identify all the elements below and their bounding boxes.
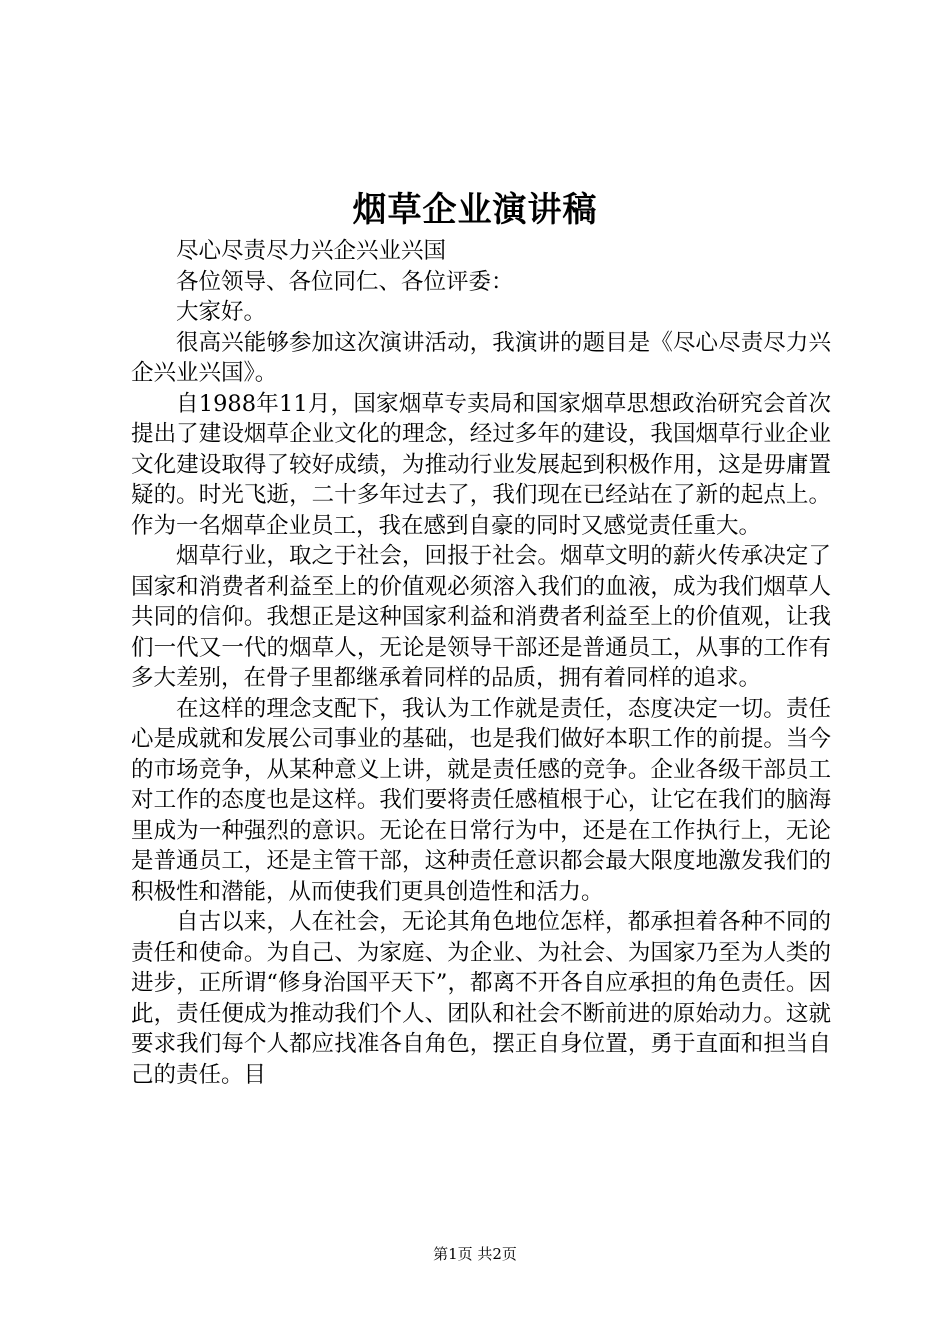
- page-number-footer: 第1页 共2页: [433, 1245, 517, 1263]
- greeting: 大家好。: [176, 299, 267, 325]
- body-paragraph: 在这样的理念支配下，我认为工作就是责任，态度决定一切。责任心是成就和发展公司事业的基础，也是我们做好本职工作的前提。当今的市场竞争，从某种意义上讲，就是责任感的竞争。企业各级干部员工对工作的态度也是这样。我们要将责任感植根于心，让它在我们的脑海里成为一种强烈的意识。无论在日常行为中，还是在工作执行上，无论是普通员工，还是主管干部，这种责任意识都会最大限度地激发我们的积极性和潜能，从而使我们更具创造性和活力。: [131, 695, 831, 905]
- document-body: [131, 236, 831, 1090]
- document-title: 烟草企业演讲稿: [352, 190, 598, 230]
- body-paragraph: 很高兴能够参加这次演讲活动，我演讲的题目是《尽心尽责尽力兴企兴业兴国》。: [131, 329, 831, 386]
- body-paragraph: 自古以来，人在社会，无论其角色地位怎样，都承担着各种不同的责任和使命。为自己、为家庭、为企业、为社会、为国家乃至为人类的进步，正所谓“修身治国平天下”，都离不开各自应承担的角色责任。因此，责任便成为推动我们个人、团队和社会不断前进的原始动力。这就要求我们每个人都应找准各自角色，摆正自身位置，勇于直面和担当自己的责任。目: [131, 909, 831, 1088]
- salutation: 各位领导、各位同仁、各位评委：: [176, 268, 514, 295]
- body-paragraph: 烟草行业，取之于社会，回报于社会。烟草文明的薪火传承决定了国家和消费者利益至上的价值观必须溶入我们的血液，成为我们烟草人共同的信仰。我想正是这种国家利益和消费者利益至上的价值观，让我们一代又一代的烟草人，无论是领导干部还是普通员工，从事的工作有多大差别，在骨子里都继承着同样的品质，拥有着同样的追求。: [131, 543, 831, 691]
- body-paragraph: 自1988年11月，国家烟草专卖局和国家烟草思想政治研究会首次提出了建设烟草企业文化的理念，经过多年的建设，我国烟草行业企业文化建设取得了较好成绩，为推动行业发展起到积极作用，这是毋庸置疑的。时光飞逝，二十多年过去了，我们现在已经站在了新的起点上。作为一名烟草企业员工，我在感到自豪的同时又感觉责任重大。: [131, 390, 831, 539]
- speech-subtitle: 尽心尽责尽力兴企兴业兴国: [176, 238, 447, 264]
